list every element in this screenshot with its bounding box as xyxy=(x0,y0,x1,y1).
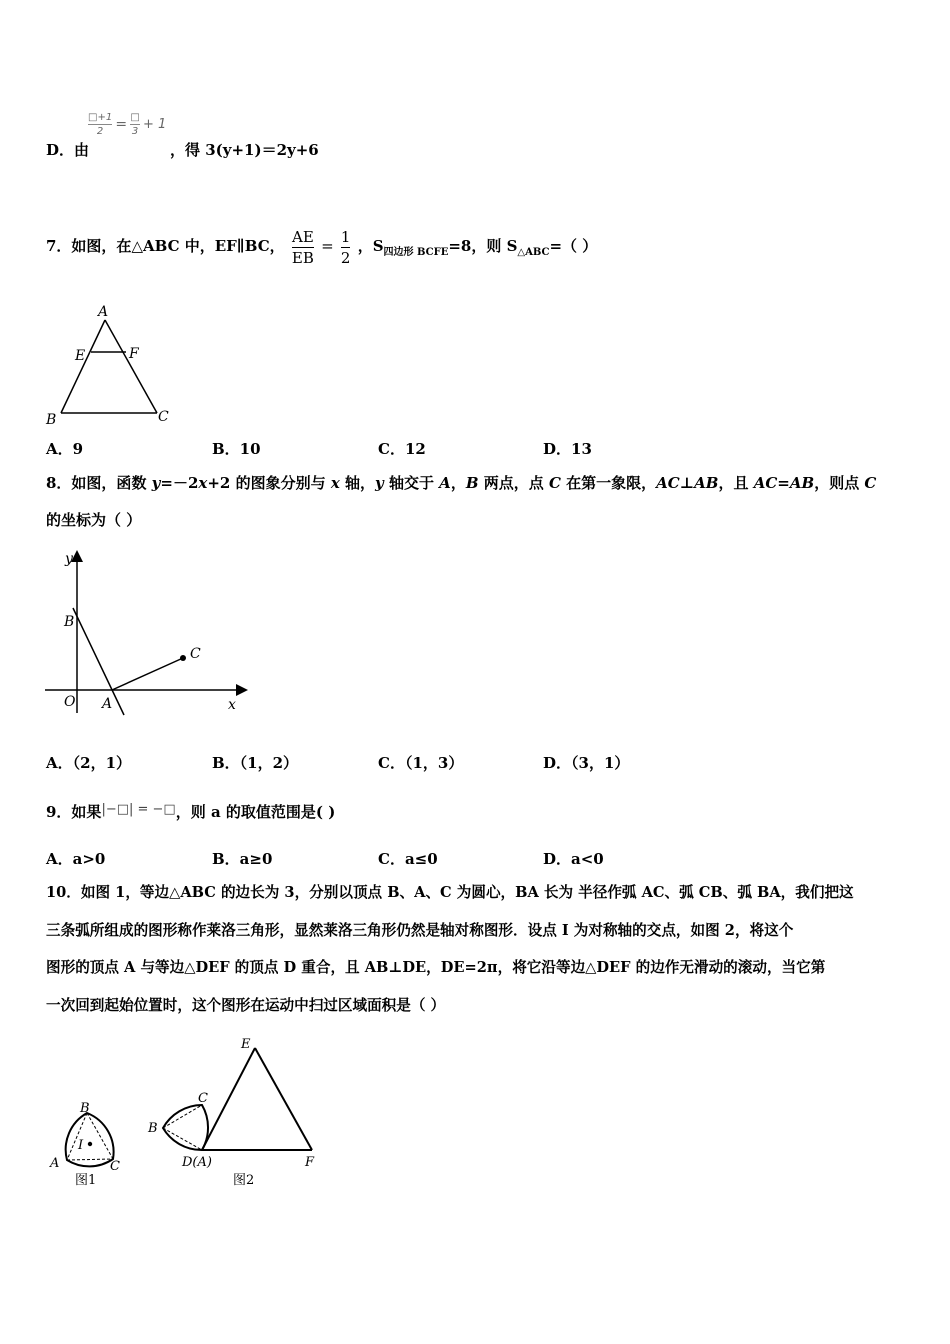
q8-t21: = xyxy=(777,474,790,492)
q7-s-quad-val: =8，则 S xyxy=(448,237,518,255)
q8-t6: x xyxy=(330,474,340,492)
q9-expression: |−□| = −□ xyxy=(101,802,176,817)
q9-option-a[interactable]: A．a>0 xyxy=(46,850,106,868)
q6d-result: ，得 3(y+1)＝2y+6 xyxy=(170,141,319,159)
q7-figure xyxy=(40,300,180,430)
q10-fig1-label-a: A xyxy=(50,1156,60,1171)
q10-fig1-label-c: C xyxy=(110,1159,120,1174)
q8-t13: 两点，点 xyxy=(478,474,549,492)
q8-t22: AB xyxy=(789,474,815,492)
q8-t12: B xyxy=(465,474,479,492)
q8-stem-line1 xyxy=(46,473,876,493)
q10-line-2: 三条弧所组成的图形称作莱洛三角形，显然莱洛三角形仍然是轴对称图形．设点 I 为对称轴的交点，如图 2，将这个 xyxy=(46,922,794,939)
q7-label-e: E xyxy=(75,348,86,364)
q7-option-d[interactable]: D．13 xyxy=(543,440,592,458)
q8-label-a: A xyxy=(102,696,113,712)
q7-stem xyxy=(46,222,597,270)
q9-option-d[interactable]: D．a<0 xyxy=(543,850,604,868)
q8-t24: C xyxy=(864,474,877,492)
q8-line-ab xyxy=(73,608,124,715)
q7-label-c: C xyxy=(158,409,169,425)
q8-stem-line2: 的坐标为（ ） xyxy=(46,511,142,529)
q8-label-c: C xyxy=(190,646,201,662)
q7-side-ac xyxy=(105,320,157,413)
q7-label-f: F xyxy=(129,346,139,362)
q9-prefix: 9．如果 xyxy=(46,803,102,821)
q7-equals: = xyxy=(321,237,334,255)
q8-t11: ， xyxy=(450,474,466,492)
q10-fig1-point-i xyxy=(88,1142,92,1146)
q7-side-ab xyxy=(61,320,105,413)
q10-line-4: 一次回到起始位置时，这个图形在运动中扫过区域面积是（ ） xyxy=(46,997,446,1014)
q8-t23: ，则点 xyxy=(814,474,865,492)
q8-t19: ，且 xyxy=(718,474,754,492)
q8-t14: C xyxy=(548,474,561,492)
q6d-right-den: 3 xyxy=(131,126,139,137)
q10-fig2-reuleaux-outline xyxy=(163,1105,208,1150)
q7-option-c[interactable]: C．12 xyxy=(378,440,426,458)
q6d-left-num: □+1 xyxy=(88,112,113,123)
q8-option-a[interactable]: A．（2，1） xyxy=(46,754,132,772)
q8-segment-ac xyxy=(112,658,183,690)
q10-fig1-label-i: I xyxy=(78,1138,84,1153)
q10-fig2-label-b: B xyxy=(148,1121,158,1136)
q8-t8: y xyxy=(375,474,384,492)
q10-fig2-label-e: E xyxy=(241,1037,251,1052)
q8-t5: +2 的图象分别与 xyxy=(207,474,331,492)
q7-option-a[interactable]: A．9 xyxy=(46,440,84,458)
q8-t7: 轴， xyxy=(339,474,375,492)
q8-option-d[interactable]: D．（3，1） xyxy=(543,754,630,772)
q10-fig2-side-ef xyxy=(255,1048,312,1150)
q7-frac2-den: 2 xyxy=(340,248,351,267)
q8-t3: =－2 xyxy=(160,474,199,492)
q10-fig1-dash-ac xyxy=(67,1159,113,1160)
q8-t16: AC xyxy=(656,474,680,492)
q8-point-c xyxy=(180,655,186,661)
q8-t4: x xyxy=(198,474,208,492)
q8-option-c[interactable]: C．（1，3） xyxy=(378,754,464,772)
q7-label-a: A xyxy=(98,304,109,320)
q7-s-quad: ，S xyxy=(357,237,384,255)
q10-line-1: 10．如图 1，等边△ABC 的边长为 3，分别以顶点 B、A、C 为圆心，BA 长为 半径作弧 AC、弧 CB、弧 BA，我们把这 xyxy=(46,884,854,901)
q10-figure-1 xyxy=(45,1095,130,1190)
q7-frac1-num: AE xyxy=(291,227,314,246)
q8-t18: AB xyxy=(694,474,719,492)
q7-frac1-den: EB xyxy=(291,248,314,267)
q10-line-3: 图形的顶点 A 与等边△DEF 的顶点 D 重合，且 AB⊥DE，DE=2π，将它沿等边△DEF 的边作无滑动的滚动，当它第 xyxy=(46,959,826,976)
q10-fig2-side-de xyxy=(202,1048,255,1150)
q10-fig2-label-d: D(A) xyxy=(182,1155,212,1170)
q7-suffix: =（ ） xyxy=(549,237,598,255)
q8-label-b: B xyxy=(64,614,75,630)
q8-t10: A xyxy=(439,474,451,492)
q6d-left-den: 2 xyxy=(96,126,104,137)
q7-option-b[interactable]: B．10 xyxy=(212,440,261,458)
q7-s-quad-sub: 四边形 BCFE xyxy=(383,247,449,258)
q8-label-o: O xyxy=(64,694,76,710)
q9-suffix: ，则 a 的取值范围是( ) xyxy=(175,803,336,821)
q6d-plus-one: + 1 xyxy=(142,117,167,132)
q10-fig1-caption: 图1 xyxy=(75,1173,97,1188)
q7-label-b: B xyxy=(46,412,57,428)
q8-label-y: y xyxy=(65,551,73,567)
q10-fig2-label-f: F xyxy=(305,1155,315,1170)
q8-t17: ⊥ xyxy=(679,474,695,492)
q7-s-abc-sub: △ABC xyxy=(517,247,550,258)
q8-figure xyxy=(40,545,255,730)
q8-t20: AC xyxy=(753,474,778,492)
q10-fig2-label-c: C xyxy=(198,1091,208,1106)
q8-t9: 轴交于 xyxy=(383,474,440,492)
q8-option-b[interactable]: B．（1，2） xyxy=(212,754,299,772)
q8-label-x: x xyxy=(228,697,236,713)
q9-option-c[interactable]: C．a≤0 xyxy=(378,850,438,868)
q10-fig2-caption: 图2 xyxy=(233,1173,255,1188)
q6d-right-num: □ xyxy=(130,112,140,123)
q9-stem xyxy=(46,800,335,822)
q10-figure-2 xyxy=(140,1032,330,1192)
q8-t1: 8．如图，函数 xyxy=(46,474,152,492)
q7-frac2-num: 1 xyxy=(340,227,351,246)
q6d-equation-image xyxy=(88,112,166,137)
q8-t2: y xyxy=(151,474,161,492)
q8-t15: 在第一象限， xyxy=(560,474,657,492)
q9-option-b[interactable]: B．a≥0 xyxy=(212,850,273,868)
q10-fig1-label-b: B xyxy=(80,1101,90,1116)
q6d-label: D．由 xyxy=(46,141,90,159)
q6d-equals: = xyxy=(115,116,128,133)
q7-prefix: 7．如图，在△ABC 中，EF∥BC， xyxy=(46,237,285,255)
q10-fig1-reuleaux-outline xyxy=(66,1113,114,1166)
